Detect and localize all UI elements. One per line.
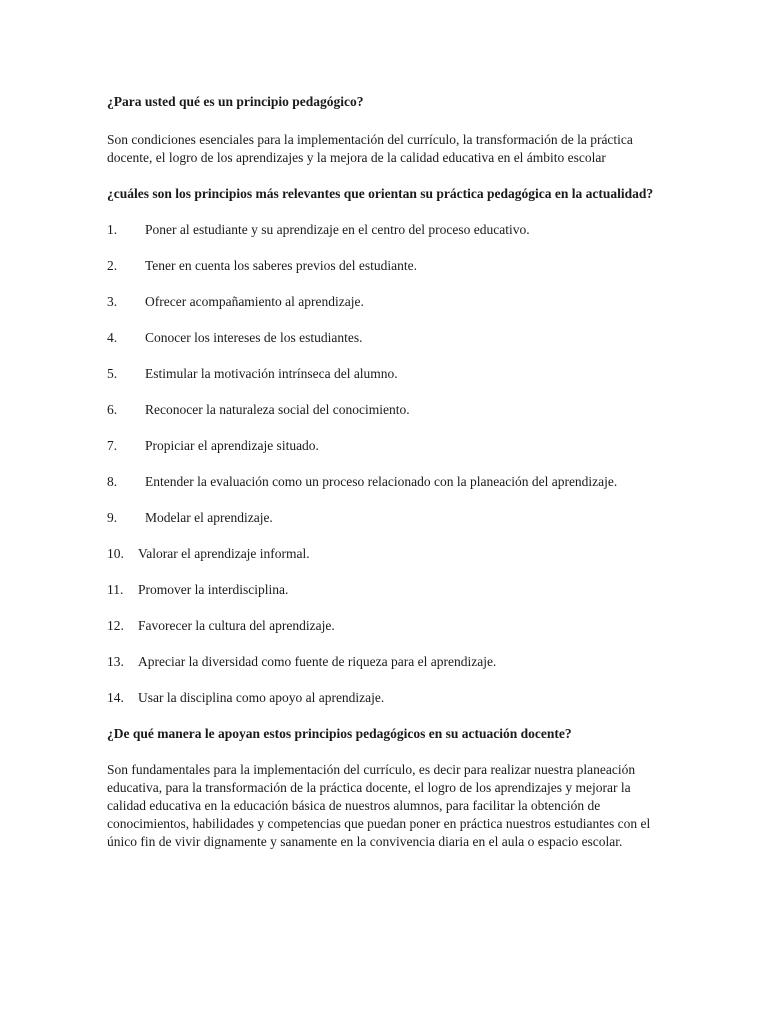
list-item-text: Usar la disciplina como apoyo al aprendizaje. xyxy=(138,690,385,705)
list-item-text: Apreciar la diversidad como fuente de riqueza para el aprendizaje. xyxy=(138,654,497,669)
list-item-text: Favorecer la cultura del aprendizaje. xyxy=(138,618,335,633)
list-item xyxy=(107,401,655,419)
list-item-text: Tener en cuenta los saberes previos del estudiante. xyxy=(145,258,417,273)
answer-1: Son condiciones esenciales para la implementación del currículo, la transformación de la práctica docente, el logro de los aprendizajes y la mejora de la calidad educativa en el ámbito escolar xyxy=(107,132,633,165)
list-item-text: Promover la interdisciplina. xyxy=(138,582,289,597)
list-item-number: 14. xyxy=(107,690,124,705)
list-item xyxy=(107,293,655,311)
list-item-text: Poner al estudiante y su aprendizaje en el centro del proceso educativo. xyxy=(145,222,530,237)
list-item-text: Entender la evaluación como un proceso relacionado con la planeación del aprendizaje. xyxy=(145,474,618,489)
list-item-number: 8. xyxy=(107,474,118,489)
list-item xyxy=(107,221,655,239)
list-item xyxy=(107,365,655,383)
list-item-number: 4. xyxy=(107,330,118,345)
list-item xyxy=(107,473,655,491)
list-item-number: 1. xyxy=(107,222,118,237)
list-item xyxy=(107,689,655,707)
list-item-number: 7. xyxy=(107,438,118,453)
list-item-number: 2. xyxy=(107,258,118,273)
list-item-text: Ofrecer acompañamiento al aprendizaje. xyxy=(145,294,364,309)
list-item-number: 12. xyxy=(107,618,124,633)
list-item-number: 10. xyxy=(107,546,124,561)
question-3: ¿De qué manera le apoyan estos principios pedagógicos en su actuación docente? xyxy=(107,726,572,741)
list-item-number: 5. xyxy=(107,366,118,381)
list-item-number: 3. xyxy=(107,294,118,309)
list-item xyxy=(107,437,655,455)
list-item-number: 13. xyxy=(107,654,124,669)
list-item-number: 11. xyxy=(107,582,124,597)
list-item-text: Estimular la motivación intrínseca del alumno. xyxy=(145,366,398,381)
list-item-text: Modelar el aprendizaje. xyxy=(145,510,273,525)
list-item xyxy=(107,257,655,275)
question-1: ¿Para usted qué es un principio pedagógico? xyxy=(107,94,364,109)
list-item xyxy=(107,653,655,671)
document-page xyxy=(107,93,655,851)
list-item xyxy=(107,329,655,347)
list-item-text: Propiciar el aprendizaje situado. xyxy=(145,438,319,453)
list-item xyxy=(107,581,655,599)
list-item-text: Valorar el aprendizaje informal. xyxy=(138,546,310,561)
list-item-number: 6. xyxy=(107,402,118,417)
list-item-text: Conocer los intereses de los estudiantes. xyxy=(145,330,363,345)
list-item xyxy=(107,617,655,635)
question-2: ¿cuáles son los principios más relevantes que orientan su práctica pedagógica en la actualidad? xyxy=(107,186,654,201)
list-item xyxy=(107,545,655,563)
answer-3: Son fundamentales para la implementación del currículo, es decir para realizar nuestra planeación educativa, para la transformación de la práctica docente, el logro de los aprendizajes y mejorar la calidad educativa en la educación básica de nuestros alumnos, para facilitar la obtención de conocimientos, habilidades y competencias que puedan poner en práctica nuestros estudiantes con el único fin de vivir dignamente y sanamente en la convivencia diaria en el aula o espacio escolar. xyxy=(107,762,651,849)
list-item xyxy=(107,509,655,527)
list-item-text: Reconocer la naturaleza social del conocimiento. xyxy=(145,402,410,417)
list-item-number: 9. xyxy=(107,510,118,525)
principles-list xyxy=(107,221,655,707)
